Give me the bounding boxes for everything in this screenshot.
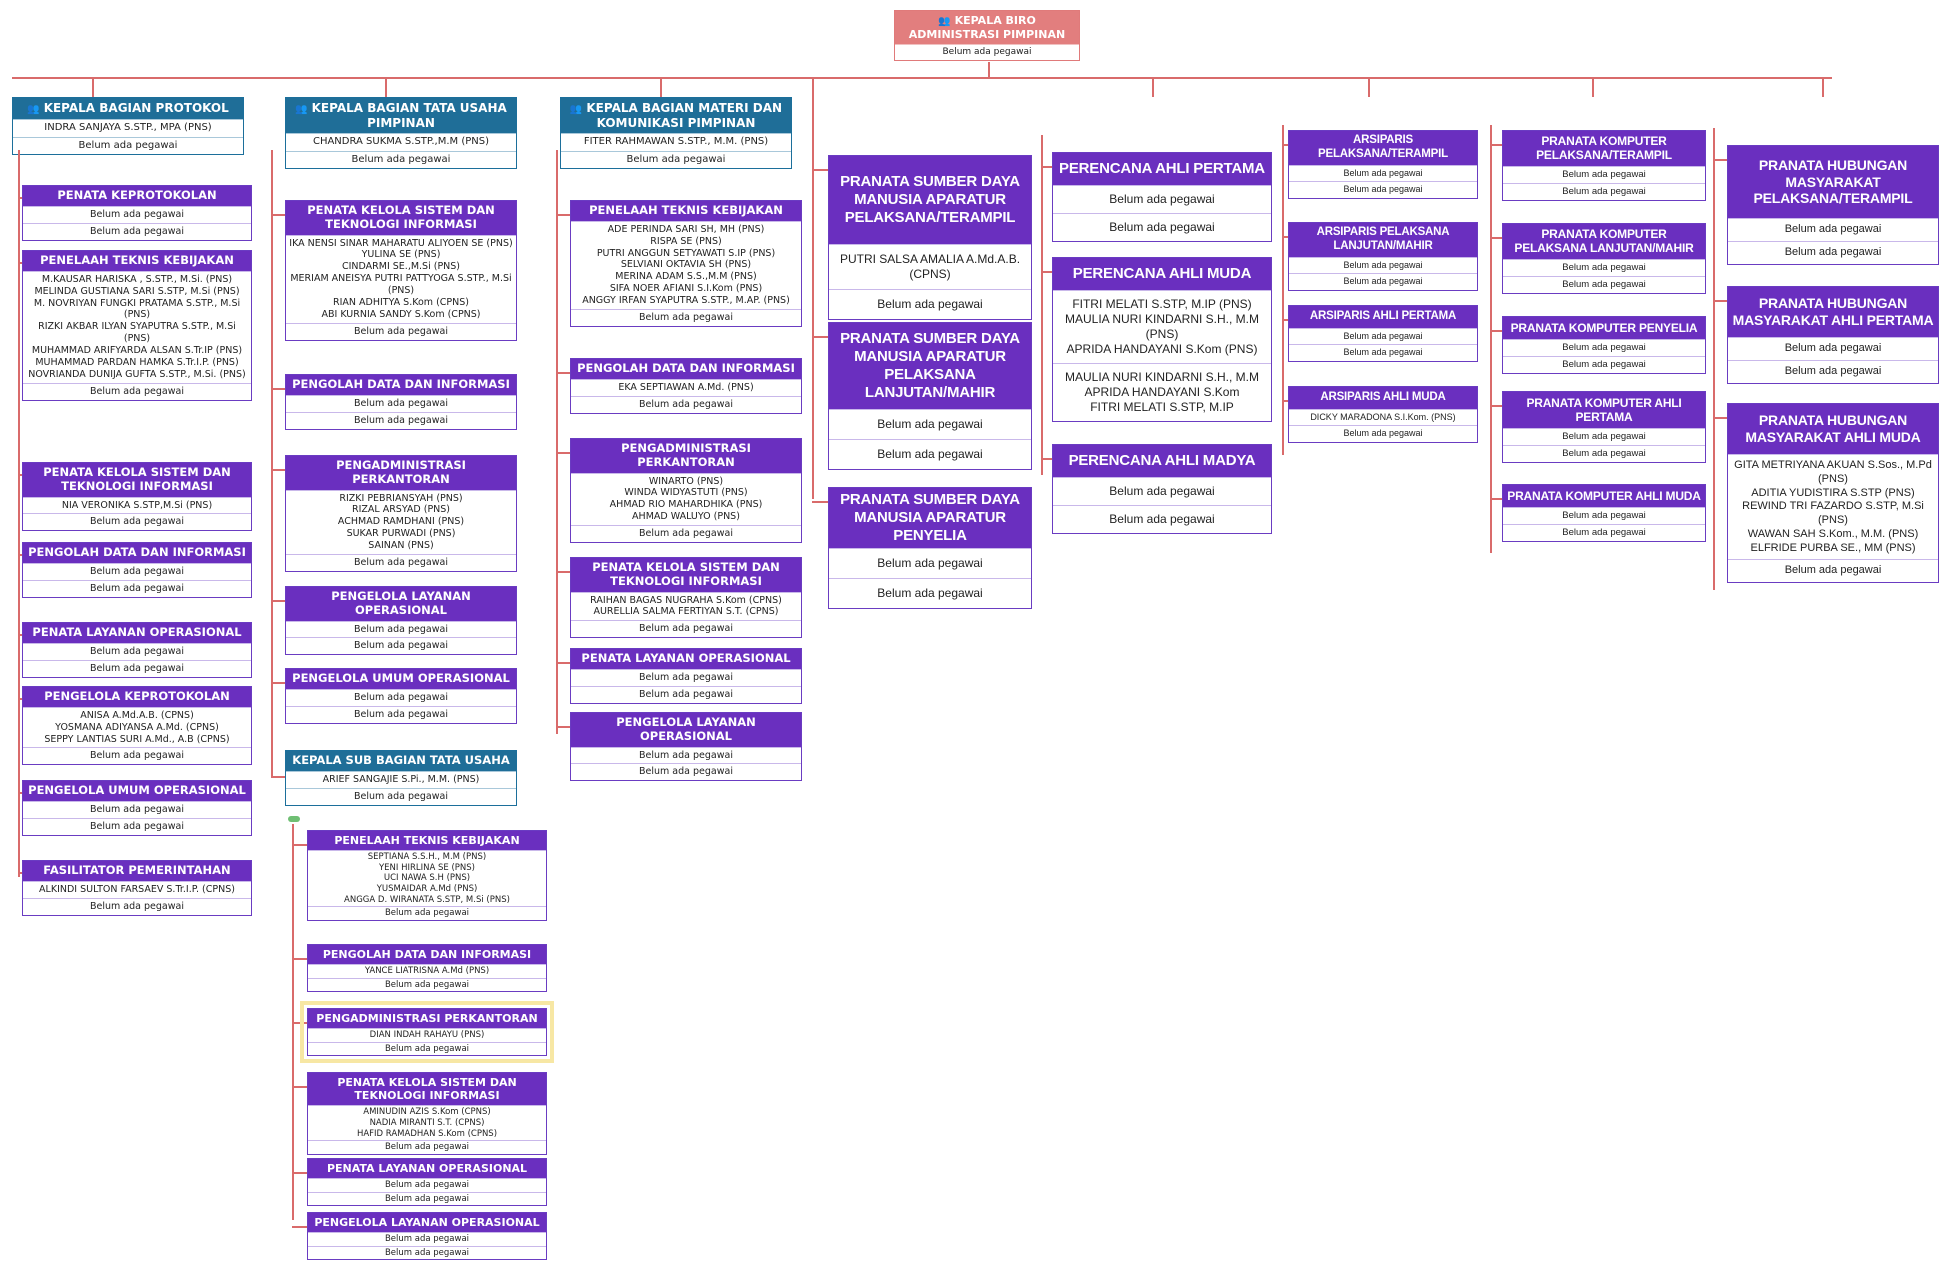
connector-line bbox=[292, 1022, 307, 1024]
position-node[interactable] bbox=[22, 780, 252, 836]
employee-list: IKA NENSI SINAR MAHARATU ALIYOEN SE (PNS) YULINA SE (PNS) CINDARMI SE.,M.Si (PNS) MERIAM ANEISYA PUTRI PATTYOGA S.STP., M.Si (PNS) RIAN ADHITYA S.Kom (CPNS) ABI KURNIA SANDY S.Kom (CPNS) bbox=[286, 235, 516, 323]
position-node[interactable] bbox=[285, 455, 517, 572]
connector-line bbox=[385, 77, 387, 97]
vacancy-row: Belum ada pegawai bbox=[1728, 360, 1938, 383]
connector-line bbox=[1822, 77, 1824, 97]
node-title-text: PENGOLAH DATA DAN INFORMASI bbox=[292, 377, 510, 391]
position-node[interactable] bbox=[285, 374, 517, 430]
node-title bbox=[571, 713, 801, 747]
node-title bbox=[308, 1009, 546, 1028]
node-title bbox=[286, 98, 516, 133]
position-node[interactable] bbox=[828, 155, 1032, 320]
position-node[interactable] bbox=[1502, 223, 1706, 294]
employee-list: PUTRI SALSA AMALIA A.Md.A.B. (CPNS) bbox=[829, 244, 1031, 289]
vacancy-row: Belum ada pegawai bbox=[571, 525, 801, 542]
node-title-text: PENELAAH TEKNIS KEBIJAKAN bbox=[40, 253, 234, 267]
node-title bbox=[23, 251, 251, 271]
employee-list: Belum ada pegawai bbox=[1053, 477, 1271, 505]
vacancy-row: Belum ada pegawai bbox=[829, 439, 1031, 469]
employee-list: Belum ada pegawai bbox=[1503, 507, 1705, 524]
employee-list: Belum ada pegawai bbox=[23, 643, 251, 660]
employee-list: EKA SEPTIAWAN A.Md. (PNS) bbox=[571, 379, 801, 396]
vacancy-row: Belum ada pegawai bbox=[23, 660, 251, 677]
kepala-bagian-tata-usaha[interactable] bbox=[285, 97, 517, 169]
employee-list: ANISA A.Md.A.B. (CPNS) YOSMANA ADIYANSA A.Md. (CPNS) SEPPY LANTIAS SURI A.Md., A.B (CPNS) bbox=[23, 707, 251, 748]
employee-list: ADE PERINDA SARI SH, MH (PNS) RISPA SE (PNS) PUTRI ANGGUN SETYAWATI S.IP (PNS) SELVIANI OKTAVIA SH (PNS) MERINA ADAM S.S.,M.M (PNS) SIFA NOER AFIANI S.I.Kom (PNS) ANGGY IRFAN SYAPUTRA S.STP., M.AP. (PNS) bbox=[571, 221, 801, 309]
column-spine bbox=[18, 150, 20, 877]
vacancy-row: Belum ada pegawai bbox=[23, 580, 251, 597]
node-title-text: KEPALA SUB BAGIAN TATA USAHA bbox=[292, 753, 510, 767]
employee-list: NIA VERONIKA S.STP,M.Si (PNS) bbox=[23, 497, 251, 514]
node-title bbox=[1053, 258, 1271, 290]
node-title bbox=[308, 1073, 546, 1105]
vacancy-row: Belum ada pegawai bbox=[1053, 213, 1271, 241]
employee-list: Belum ada pegawai bbox=[1728, 218, 1938, 241]
node-title bbox=[895, 11, 1079, 44]
vacancy-row: Belum ada pegawai bbox=[308, 1192, 546, 1206]
vacancy-row: Belum ada pegawai bbox=[23, 898, 251, 915]
employee-list: Belum ada pegawai bbox=[829, 409, 1031, 439]
vacancy-row: Belum ada pegawai bbox=[1289, 181, 1477, 197]
vacancy-row: Belum ada pegawai bbox=[1289, 273, 1477, 289]
connector-line bbox=[556, 214, 570, 216]
node-title-text: KEPALA BAGIAN PROTOKOL bbox=[43, 101, 229, 115]
node-title-text: ARSIPARIS AHLI MUDA bbox=[1320, 391, 1446, 404]
node-title bbox=[286, 587, 516, 621]
vacancy-row: Belum ada pegawai bbox=[308, 1042, 546, 1056]
node-title-text: PRANATA HUBUNGAN MASYARAKAT AHLI MUDA bbox=[1745, 412, 1921, 445]
vacancy-row: Belum ada pegawai bbox=[1289, 344, 1477, 360]
connector-line bbox=[1490, 237, 1502, 239]
vacancy-row: Belum ada pegawai bbox=[1728, 241, 1938, 264]
connector-line bbox=[812, 169, 828, 171]
connector-line bbox=[660, 77, 662, 97]
position-node[interactable] bbox=[570, 557, 802, 638]
column-spine bbox=[556, 150, 558, 734]
position-node[interactable] bbox=[307, 1072, 547, 1155]
node-title-text: PENGOLAH DATA DAN INFORMASI bbox=[577, 361, 795, 375]
node-title bbox=[286, 375, 516, 395]
position-node[interactable] bbox=[1727, 145, 1939, 265]
node-title-text: ARSIPARIS AHLI PERTAMA bbox=[1309, 310, 1457, 323]
node-title-text: PENGADMINISTRASI PERKANTORAN bbox=[336, 458, 466, 486]
connector-line bbox=[1368, 77, 1370, 97]
position-node[interactable] bbox=[1052, 444, 1272, 534]
connector-line bbox=[556, 372, 570, 374]
position-node[interactable] bbox=[1052, 152, 1272, 242]
vacancy-row: Belum ada pegawai bbox=[571, 686, 801, 703]
connector-line bbox=[292, 844, 307, 846]
node-title bbox=[13, 98, 243, 119]
position-node[interactable] bbox=[828, 322, 1032, 470]
employee-list: RAIHAN BAGAS NUGRAHA S.Kom (CPNS) AURELLIA SALMA FERTIYAN S.T. (CPNS) bbox=[571, 592, 801, 621]
position-node[interactable] bbox=[307, 944, 547, 992]
node-title bbox=[1289, 306, 1477, 328]
connector-line bbox=[271, 388, 285, 390]
node-title bbox=[308, 945, 546, 964]
node-title bbox=[829, 323, 1031, 409]
node-title-text: PENGELOLA UMUM OPERASIONAL bbox=[28, 783, 246, 797]
node-title-text: PENGELOLA LAYANAN OPERASIONAL bbox=[616, 715, 756, 743]
people-icon: 👥 bbox=[938, 16, 951, 27]
node-title bbox=[1289, 387, 1477, 409]
position-node[interactable] bbox=[22, 462, 252, 531]
node-title-text: PRANATA HUBUNGAN MASYARAKAT AHLI PERTAMA bbox=[1732, 295, 1934, 328]
connector-line bbox=[556, 452, 570, 454]
position-node[interactable] bbox=[22, 860, 252, 916]
node-title bbox=[308, 831, 546, 850]
connector-line bbox=[1041, 458, 1052, 460]
connector-line bbox=[1041, 271, 1052, 273]
node-title bbox=[23, 861, 251, 881]
root-node[interactable] bbox=[894, 10, 1080, 61]
position-node[interactable] bbox=[1288, 305, 1478, 362]
connector-line bbox=[292, 1172, 307, 1174]
node-title bbox=[829, 488, 1031, 548]
employee-list: Belum ada pegawai bbox=[286, 395, 516, 412]
node-title-text: PENATA KELOLA SISTEM DAN TEKNOLOGI INFORMASI bbox=[43, 465, 231, 493]
node-title bbox=[571, 359, 801, 379]
node-title bbox=[1503, 317, 1705, 339]
kepala-sub-bagian-tata-usaha[interactable] bbox=[285, 750, 517, 806]
node-title-text: PERENCANA AHLI MADYA bbox=[1068, 452, 1256, 469]
vacancy-row: Belum ada pegawai bbox=[1503, 524, 1705, 541]
position-node[interactable] bbox=[22, 185, 252, 241]
position-node[interactable] bbox=[570, 358, 802, 414]
column-spine bbox=[1490, 125, 1492, 553]
position-node[interactable] bbox=[1502, 391, 1706, 463]
node-title-text: PRANATA SUMBER DAYA MANUSIA APARATUR PELAKSANA LANJUTAN/MAHIR bbox=[840, 330, 1020, 401]
node-title-text: ARSIPARIS PELAKSANA LANJUTAN/MAHIR bbox=[1316, 226, 1450, 252]
employee-list: Belum ada pegawai bbox=[1503, 339, 1705, 356]
vacancy-row: Belum ada pegawai bbox=[571, 620, 801, 637]
employee-list: WINARTO (PNS) WINDA WIDYASTUTI (PNS) AHMAD RIO MAHARDHIKA (PNS) AHMAD WALUYO (PNS) bbox=[571, 473, 801, 526]
column-spine bbox=[1713, 128, 1715, 590]
position-node[interactable] bbox=[307, 830, 547, 921]
node-title bbox=[1503, 392, 1705, 428]
vacancy-row: Belum ada pegawai bbox=[23, 223, 251, 240]
position-node[interactable] bbox=[285, 668, 517, 724]
employee-list: Belum ada pegawai bbox=[1289, 328, 1477, 344]
node-title-text: PENGOLAH DATA DAN INFORMASI bbox=[322, 948, 532, 961]
node-title bbox=[1289, 131, 1477, 165]
vacancy-row: Belum ada pegawai bbox=[1503, 276, 1705, 293]
node-title-text: PERENCANA AHLI MUDA bbox=[1072, 265, 1252, 282]
position-node[interactable] bbox=[570, 200, 802, 327]
connector-line bbox=[812, 77, 814, 97]
employee-list: FITRI MELATI S.STP, M.IP (PNS) MAULIA NURI KINDARNI S.H., M.M (PNS) APRIDA HANDAYANI S.Kom (PNS) bbox=[1053, 290, 1271, 363]
node-title bbox=[829, 156, 1031, 244]
position-node[interactable] bbox=[1727, 403, 1939, 583]
node-title-text: PENGADMINISTRASI PERKANTORAN bbox=[316, 1012, 538, 1025]
node-title-text: PENGELOLA LAYANAN OPERASIONAL bbox=[314, 1216, 540, 1229]
collapse-toggle[interactable] bbox=[288, 816, 300, 822]
employee-list: GITA METRIYANA AKUAN S.Sos., M.Pd (PNS) ADITIA YUDISTIRA S.STP (PNS) REWIND TRI FAZARDO S.STP, M.Si (PNS) WAWAN SAH S.Kom., M.M. (PNS) ELFRIDE PURBA SE., MM (PNS) bbox=[1728, 454, 1938, 559]
node-title-text: KEPALA BAGIAN MATERI DAN KOMUNIKASI PIMPINAN bbox=[586, 101, 783, 130]
node-title bbox=[571, 201, 801, 221]
connector-line bbox=[271, 469, 285, 471]
employee-list: Belum ada pegawai bbox=[1503, 259, 1705, 276]
employee-list: AMINUDIN AZIS S.Kom (CPNS) NADIA MIRANTI S.T. (CPNS) HAFID RAMADHAN S.Kom (CPNS) bbox=[308, 1105, 546, 1140]
employee-list: SEPTIANA S.S.H., M.M (PNS) YENI HIRLINA SE (PNS) UCI NAWA S.H (PNS) YUSMAIDAR A.Md (PNS) ANGGA D. WIRANATA S.STP, M.Si (PNS) bbox=[308, 850, 546, 906]
connector-line bbox=[271, 776, 285, 778]
node-title-text: PRANATA HUBUNGAN MASYARAKAT PELAKSANA/TERAMPIL bbox=[1753, 156, 1913, 207]
vacancy-row: Belum ada pegawai bbox=[23, 747, 251, 764]
employee-list: M.KAUSAR HARISKA , S.STP., M.Si. (PNS) MELINDA GUSTIANA SARI S.STP, M.Si (PNS) M. NOVRIYAN FUNGKI PRATAMA S.STP., M.Si (PNS) RIZKI AKBAR ILYAN SYAPUTRA S.STP., M.Si (PNS) MUHAMMAD ARIFYARDA ALSAN S.Tr.IP (PNS) MUHAMMAD PARDAN HAMKA S.Tr.I.P. (PNS) NOVRIANDA DUNIJA GUFTA S.STP., M.Si. (PNS) bbox=[23, 271, 251, 383]
vacancy-row: Belum ada pegawai bbox=[286, 637, 516, 654]
vacancy-row: Belum ada pegawai bbox=[1503, 183, 1705, 200]
employee-list: Belum ada pegawai bbox=[1289, 257, 1477, 273]
position-node[interactable] bbox=[22, 542, 252, 598]
employee-list: Belum ada pegawai bbox=[571, 747, 801, 764]
node-title bbox=[571, 558, 801, 592]
vacancy-row: Belum ada pegawai bbox=[286, 412, 516, 429]
vacancy-row: Belum ada pegawai bbox=[561, 151, 791, 169]
employee-list: Belum ada pegawai bbox=[1289, 165, 1477, 181]
employee-list: Belum ada pegawai bbox=[1503, 428, 1705, 445]
node-title bbox=[1503, 485, 1705, 507]
employee-list: Belum ada pegawai bbox=[1053, 185, 1271, 213]
node-title-text: PENATA KELOLA SISTEM DAN TEKNOLOGI INFORMASI bbox=[307, 203, 495, 231]
vacancy-row: Belum ada pegawai bbox=[571, 396, 801, 413]
position-node[interactable] bbox=[1502, 130, 1706, 201]
node-title bbox=[1053, 445, 1271, 477]
node-title-text: PRANATA KOMPUTER PELAKSANA LANJUTAN/MAHIR bbox=[1514, 227, 1694, 256]
node-title-text: KEPALA BAGIAN TATA USAHA PIMPINAN bbox=[311, 101, 507, 130]
position-node[interactable] bbox=[570, 438, 802, 543]
employee-list: ARIEF SANGAJIE S.Pi., M.M. (PNS) bbox=[286, 771, 516, 788]
connector-line bbox=[1152, 77, 1154, 97]
employee-list: CHANDRA SUKMA S.STP.,M.M (PNS) bbox=[286, 133, 516, 151]
employee-list: YANCE LIATRISNA A.Md (PNS) bbox=[308, 964, 546, 978]
vacancy-row: Belum ada pegawai bbox=[1503, 356, 1705, 373]
top-bus-line bbox=[12, 77, 1832, 79]
node-title-text: FASILITATOR PEMERINTAHAN bbox=[43, 863, 231, 877]
vacancy-row: Belum ada pegawai bbox=[308, 978, 546, 992]
vacancy-row: Belum ada pegawai bbox=[286, 151, 516, 169]
people-icon: 👥 bbox=[295, 104, 308, 115]
connector-line bbox=[92, 77, 94, 97]
node-title-text: PRANATA SUMBER DAYA MANUSIA APARATUR PELAKSANA/TERAMPIL bbox=[840, 173, 1020, 226]
employee-list: Belum ada pegawai bbox=[23, 206, 251, 223]
node-title bbox=[308, 1213, 546, 1232]
employee-list: Belum ada pegawai bbox=[23, 563, 251, 580]
node-title-text: KEPALA BIRO ADMINISTRASI PIMPINAN bbox=[908, 14, 1066, 41]
vacancy-row: Belum ada pegawai bbox=[23, 818, 251, 835]
node-title bbox=[286, 669, 516, 689]
node-title-text: PENELAAH TEKNIS KEBIJAKAN bbox=[334, 834, 520, 847]
connector-line bbox=[271, 214, 285, 216]
node-title bbox=[1503, 131, 1705, 166]
vacancy-row: Belum ada pegawai bbox=[895, 44, 1079, 60]
employee-list: DICKY MARADONA S.I.Kom. (PNS) bbox=[1289, 409, 1477, 425]
connector-line bbox=[1490, 144, 1502, 146]
connector-line bbox=[1713, 300, 1727, 302]
node-title-text: PENATA KEPROTOKOLAN bbox=[57, 188, 217, 202]
vacancy-row: Belum ada pegawai bbox=[23, 383, 251, 400]
vacancy-row: Belum ada pegawai bbox=[571, 763, 801, 780]
position-node[interactable] bbox=[1727, 286, 1939, 384]
connector-line bbox=[1592, 77, 1594, 97]
node-title-text: PENGADMINISTRASI PERKANTORAN bbox=[621, 441, 751, 469]
vacancy-row: Belum ada pegawai bbox=[286, 706, 516, 723]
node-title-text: PENGELOLA LAYANAN OPERASIONAL bbox=[331, 589, 471, 617]
position-node[interactable] bbox=[1288, 130, 1478, 199]
employee-list: FITER RAHMAWAN S.STP., M.M. (PNS) bbox=[561, 133, 791, 151]
node-title bbox=[561, 98, 791, 133]
vacancy-row: MAULIA NURI KINDARNI S.H., M.M APRIDA HANDAYANI S.Kom FITRI MELATI S.STP, M.IP bbox=[1053, 363, 1271, 421]
connector-line bbox=[292, 1226, 307, 1228]
node-title-text: PENELAAH TEKNIS KEBIJAKAN bbox=[589, 203, 783, 217]
node-title bbox=[1728, 404, 1938, 454]
vacancy-row: Belum ada pegawai bbox=[286, 554, 516, 571]
connector-line bbox=[556, 662, 570, 664]
employee-list: Belum ada pegawai bbox=[1503, 166, 1705, 183]
people-icon: 👥 bbox=[569, 104, 583, 115]
position-node[interactable] bbox=[570, 712, 802, 781]
node-title-text: PRANATA KOMPUTER PENYELIA bbox=[1510, 320, 1698, 335]
people-icon: 👥 bbox=[27, 104, 40, 115]
employee-list: Belum ada pegawai bbox=[308, 1178, 546, 1192]
column-spine bbox=[812, 97, 814, 499]
position-node[interactable] bbox=[307, 1158, 547, 1206]
connector-line bbox=[556, 571, 570, 573]
node-title bbox=[23, 781, 251, 801]
vacancy-row: Belum ada pegawai bbox=[1053, 505, 1271, 533]
vacancy-row: Belum ada pegawai bbox=[13, 137, 243, 155]
connector-line bbox=[1041, 166, 1052, 168]
position-node[interactable] bbox=[22, 686, 252, 765]
connector-line bbox=[812, 336, 828, 338]
employee-list: Belum ada pegawai bbox=[829, 548, 1031, 578]
position-node[interactable] bbox=[22, 250, 252, 401]
node-title bbox=[286, 456, 516, 490]
position-node[interactable] bbox=[285, 586, 517, 655]
employee-list: DIAN INDAH RAHAYU (PNS) bbox=[308, 1028, 546, 1042]
position-node[interactable] bbox=[307, 1212, 547, 1260]
connector-line bbox=[812, 501, 828, 503]
node-title bbox=[1289, 223, 1477, 257]
position-node[interactable] bbox=[1502, 316, 1706, 374]
connector-line bbox=[271, 682, 285, 684]
connector-line bbox=[556, 726, 570, 728]
vacancy-row: Belum ada pegawai bbox=[1503, 445, 1705, 462]
kepala-bagian-materi-komunikasi[interactable] bbox=[560, 97, 792, 169]
node-title bbox=[286, 751, 516, 771]
node-title-text: PRANATA KOMPUTER PELAKSANA/TERAMPIL bbox=[1536, 134, 1672, 163]
node-title-text: PERENCANA AHLI PERTAMA bbox=[1059, 160, 1265, 177]
vacancy-row: Belum ada pegawai bbox=[829, 578, 1031, 608]
node-title bbox=[1728, 287, 1938, 337]
node-title-text: PENGELOLA KEPROTOKOLAN bbox=[44, 689, 230, 703]
position-node[interactable] bbox=[1288, 222, 1478, 291]
node-title bbox=[23, 543, 251, 563]
employee-list: Belum ada pegawai bbox=[1728, 337, 1938, 360]
position-node[interactable] bbox=[1052, 257, 1272, 422]
node-title-text: PRANATA SUMBER DAYA MANUSIA APARATUR PENYELIA bbox=[840, 491, 1020, 544]
node-title bbox=[23, 463, 251, 497]
node-title bbox=[23, 623, 251, 643]
employee-list: Belum ada pegawai bbox=[571, 669, 801, 686]
connector-line bbox=[271, 600, 285, 602]
node-title-text: PENATA LAYANAN OPERASIONAL bbox=[326, 1162, 528, 1175]
node-title bbox=[571, 649, 801, 669]
connector-line bbox=[988, 62, 990, 78]
node-title-text: PENATA KELOLA SISTEM DAN TEKNOLOGI INFORMASI bbox=[592, 560, 780, 588]
vacancy-row: Belum ada pegawai bbox=[286, 788, 516, 805]
employee-list: INDRA SANJAYA S.STP., MPA (PNS) bbox=[13, 119, 243, 137]
position-node[interactable] bbox=[828, 487, 1032, 609]
employee-list: Belum ada pegawai bbox=[286, 689, 516, 706]
position-node[interactable] bbox=[1502, 484, 1706, 542]
vacancy-row: Belum ada pegawai bbox=[1728, 559, 1938, 582]
vacancy-row: Belum ada pegawai bbox=[308, 1140, 546, 1154]
connector-line bbox=[1490, 330, 1502, 332]
node-title bbox=[1728, 146, 1938, 218]
node-title bbox=[286, 201, 516, 235]
position-node[interactable] bbox=[285, 200, 517, 341]
connector-line bbox=[1713, 417, 1727, 419]
vacancy-row: Belum ada pegawai bbox=[308, 1246, 546, 1260]
position-node-selected[interactable] bbox=[307, 1008, 547, 1056]
column-spine bbox=[1041, 135, 1043, 475]
employee-list: Belum ada pegawai bbox=[23, 801, 251, 818]
employee-list: Belum ada pegawai bbox=[308, 1232, 546, 1246]
node-title bbox=[23, 687, 251, 707]
node-title bbox=[1053, 153, 1271, 185]
connector-line bbox=[292, 958, 307, 960]
vacancy-row: Belum ada pegawai bbox=[286, 323, 516, 340]
node-title bbox=[1503, 224, 1705, 259]
vacancy-row: Belum ada pegawai bbox=[1289, 425, 1477, 441]
vacancy-row: Belum ada pegawai bbox=[829, 289, 1031, 319]
vacancy-row: Belum ada pegawai bbox=[308, 906, 546, 920]
node-title bbox=[23, 186, 251, 206]
connector-line bbox=[292, 1086, 307, 1088]
node-title bbox=[571, 439, 801, 473]
employee-list: ALKINDI SULTON FARSAEV S.Tr.I.P. (CPNS) bbox=[23, 881, 251, 898]
kepala-bagian-protokol[interactable] bbox=[12, 97, 244, 155]
vacancy-row: Belum ada pegawai bbox=[571, 309, 801, 326]
position-node[interactable] bbox=[570, 648, 802, 704]
node-title-text: PENGELOLA UMUM OPERASIONAL bbox=[292, 671, 510, 685]
position-node[interactable] bbox=[22, 622, 252, 678]
node-title-text: PRANATA KOMPUTER AHLI PERTAMA bbox=[1526, 395, 1682, 424]
connector-line bbox=[1490, 498, 1502, 500]
node-title-text: PENATA KELOLA SISTEM DAN TEKNOLOGI INFORMASI bbox=[337, 1076, 517, 1103]
node-title-text: ARSIPARIS PELAKSANA/TERAMPIL bbox=[1318, 134, 1448, 160]
node-title-text: PRANATA KOMPUTER AHLI MUDA bbox=[1507, 488, 1701, 503]
node-title-text: PENATA LAYANAN OPERASIONAL bbox=[32, 625, 242, 639]
connector-line bbox=[1490, 405, 1502, 407]
vacancy-row: Belum ada pegawai bbox=[23, 513, 251, 530]
employee-list: RIZKI PEBRIANSYAH (PNS) RIZAL ARSYAD (PNS) ACHMAD RAMDHANI (PNS) SUKAR PURWADI (PNS) SAINAN (PNS) bbox=[286, 490, 516, 554]
position-node[interactable] bbox=[1288, 386, 1478, 443]
employee-list: Belum ada pegawai bbox=[286, 621, 516, 638]
column-spine bbox=[1282, 125, 1284, 455]
node-title-text: PENGOLAH DATA DAN INFORMASI bbox=[28, 545, 246, 559]
node-title-text: PENATA LAYANAN OPERASIONAL bbox=[581, 651, 791, 665]
node-title bbox=[308, 1159, 546, 1178]
connector-line bbox=[1713, 159, 1727, 161]
